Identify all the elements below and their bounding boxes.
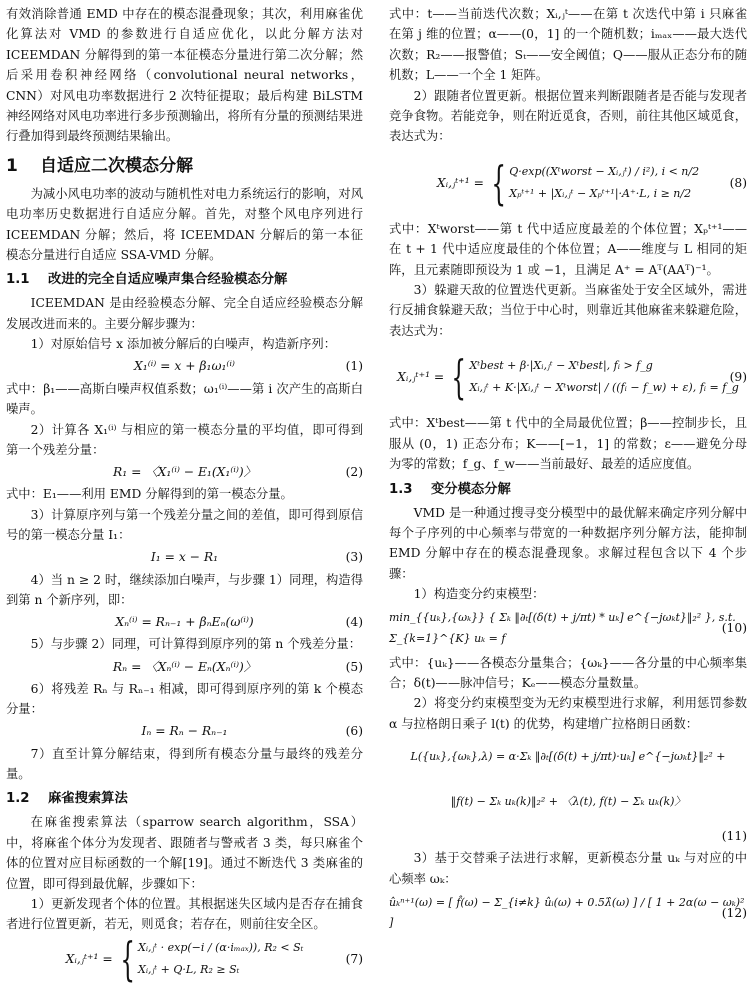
equation-body: min_{{uₖ},{ωₖ}} { Σₖ ‖∂ₜ[(δ(t) + j/πt) * uₖ] e^{−jωₖt}‖₂² }, s.t. Σ_{k=1}^{K} uₖ = f xyxy=(389,611,736,645)
section-1-3-heading xyxy=(389,479,747,501)
equation-body: R₁ = 〈X₁⁽ⁱ⁾ − E₁(X₁⁽ⁱ⁾)〉 xyxy=(113,465,256,480)
equation-body: Rₙ = 〈Xₙ⁽ⁱ⁾ − Eₙ(Xₙ⁽ⁱ⁾)〉 xyxy=(112,659,257,674)
step-6: 6）将残差 Rₙ 与 Rₙ₋₁ 相减，即可得到原序列的第 k 个模态分量： xyxy=(6,681,363,717)
equation-1 xyxy=(6,356,363,378)
step-3: 3）计算原序列与第一个残差分量之间的差值，即可得到原信号的第一模态分量 I₁： xyxy=(6,507,363,543)
section-1-2-heading xyxy=(6,788,363,810)
equation-9 xyxy=(389,342,747,412)
section-number: 1 xyxy=(6,155,18,176)
equation-9-note: 式中：Xᵗbest——第 t 代中的全局最优位置；β——控制步长，且服从 (0，1) 正态分布；K——[−1，1] 的常数；ε——避免分母为零的常数；f_g、f_w——当前最好、最差的适应度值。 xyxy=(389,416,747,472)
equation-10-note: 式中：{uₖ}——各模态分量集合；{ωₖ}——各分量的中心频率集合；δ(t)——脉冲信号；Kₑ——模态分量数量。 xyxy=(389,655,747,690)
section-title: 麻雀搜索算法 xyxy=(48,791,128,807)
equation-5 xyxy=(6,656,363,678)
section-1-paragraph: 为减小风电功率的波动与随机性对电力系统运行的影响，对风电功率历史数据进行自适应分解。首先，对整个风电序列进行 ICEEMDAN 分解；然后，将 ICEEMDAN 分解后的第一本征模态分量进行自适应 SSA-VMD 分解。 xyxy=(6,186,363,263)
step-1: 1）对原始信号 x 添加被分解后的白噪声，构造新序列： xyxy=(30,337,336,352)
case-1: Xᵗbest + β·|Xᵢ,ⱼᵗ − Xᵗbest|, fᵢ > f_g xyxy=(469,359,653,373)
equation-number: (6) xyxy=(345,724,363,739)
equation-10 xyxy=(389,606,747,652)
section-title: 自适应二次模态分解 xyxy=(40,155,193,176)
section-number: 1.2 xyxy=(6,791,30,807)
ssa-step-2: 2）跟随者位置更新。根据位置来判断跟随者是否能与发现者竞争食物。若能竞争，则在附近觅食，否则，前往其他区域觅食，表达式为： xyxy=(389,88,747,144)
left-brace: { xyxy=(120,931,135,986)
piecewise-expression xyxy=(397,350,739,405)
equation-number: (10) xyxy=(721,621,747,636)
equation-body: I₁ = x − R₁ xyxy=(150,550,219,565)
equation-number: (1) xyxy=(345,359,363,374)
vmd-paragraph: VMD 是一种通过搜寻变分模型中的最优解来确定序列分解中每个子序列的中心频率与带宽的一种数据序列分解方法，能抑制 EMD 分解中存在的模态混叠现象。求解过程包含以下 4 个步骤： xyxy=(389,505,747,581)
case-2: Xᵢ,ⱼᵗ + Q·L, R₂ ≥ Sₜ xyxy=(137,962,240,976)
equation-2 xyxy=(6,461,363,483)
equation-6 xyxy=(6,721,363,743)
equation-number: (7) xyxy=(345,951,363,966)
intro-paragraph: 有效消除普通 EMD 中存在的模态混叠现象；其次，利用麻雀优化算法对 VMD 的参数进行自适应优化，以此分解方法对 ICEEMDAN 分解得到的第一本征模态分量进行第二次分解；然后采用卷积神经网络（convolutional neural networks，CNN）对风电功率数据进行 2 次特征提取；最后构建 BiLSTM 神经网络对风电功率进行多步预测输出，将所有分量的预测结果进行叠加得到最终预测结果输出。 xyxy=(6,7,363,144)
equation-lhs: Xᵢ,ⱼᵗ⁺¹ = xyxy=(436,175,484,190)
equation-body: X₁⁽ⁱ⁾ = x + β₁ω₁⁽ⁱ⁾ xyxy=(134,359,235,374)
step-5: 5）与步骤 2）同理，可计算得到原序列的第 n 个残差分量： xyxy=(30,637,362,652)
ssa-step-3: 3）躲避天敌的位置迭代更新。当麻雀处于安全区域外，需进行反捕食躲避天敌；当位于中心时，则靠近其他麻雀来躲避危险，表达式为： xyxy=(389,283,747,338)
equation-cases xyxy=(138,937,303,981)
piecewise-expression xyxy=(65,931,304,986)
equation-body: L({uₖ},{ωₖ},λ) = α·Σₖ ‖∂ₜ[(δ(t) + j/πt)·uₖ] e^{−jωₖt}‖₂² + xyxy=(410,749,726,763)
equation-1-note: 式中：β₁——高斯白噪声权值系数；ω₁⁽ⁱ⁾——第 i 次产生的高斯白噪声。 xyxy=(6,381,363,417)
right-column xyxy=(389,4,747,937)
equation-11-line-1 xyxy=(389,735,747,779)
ssa-paragraph: 在麻雀搜索算法（sparrow search algorithm，SSA）中，将麻雀个体分为发现者、跟随者与警戒者 3 类，每只麻雀个体的位置对应目标函数的一个解[19]。通过不断迭代 3 类麻雀的位置，即可得到最优解，步骤如下： xyxy=(6,815,363,891)
equation-number: (11) xyxy=(721,828,747,843)
step-2: 2）计算各 X₁⁽ⁱ⁾ 与相应的第一模态分量的平均值，即可得到第一个残差分量： xyxy=(6,422,363,457)
equation-8 xyxy=(389,148,747,218)
equation-number: (3) xyxy=(345,550,363,565)
equation-number: (8) xyxy=(729,175,747,190)
left-brace: { xyxy=(451,350,467,405)
equation-number: (12) xyxy=(721,905,747,920)
section-number: 1.3 xyxy=(389,481,413,497)
equation-cases xyxy=(470,355,739,399)
case-1: Q·exp((Xᵗworst − Xᵢ,ⱼᵗ) / i²), i < n/2 xyxy=(509,164,700,178)
equation-cases xyxy=(509,161,699,205)
equation-number: (2) xyxy=(345,465,363,480)
step-7: 7）直至计算分解结束，得到所有模态分量与最终的残差分量。 xyxy=(6,746,363,781)
piecewise-expression xyxy=(436,155,700,210)
left-column xyxy=(6,4,363,986)
vmd-step-3: 3）基于交替乘子法进行求解，更新模态分量 uₖ 与对应的中心频率 ωₖ： xyxy=(389,851,747,886)
equation-7-note: 式中：t——当前迭代次数；Xᵢ,ⱼᵗ——在第 t 次迭代中第 i 只麻雀在第 j 维的位置；α——(0，1] 的一个随机数；iₘₐₓ——最大迭代次数；R₂——报警值；Sₜ——安全阈值；Q——服从正态分布的随机数；L——一个全 1 矩阵。 xyxy=(389,7,747,83)
step-4: 4）当 n ≥ 2 时，继续添加白噪声，与步骤 1）同理，构造得到第 n 个新序列，即： xyxy=(6,572,363,607)
equation-body: ‖f(t) − Σₖ uₖ(k)‖₂² + 〈λ(t), f(t) − Σₖ uₖ(k)〉 xyxy=(450,794,686,808)
equation-number: (4) xyxy=(345,615,363,630)
equation-lhs: Xᵢ,ⱼᵗ⁺¹ = xyxy=(65,951,113,966)
equation-body: Iₙ = Rₙ − Rₙ₋₁ xyxy=(141,724,228,739)
equation-2-note: 式中：E₁——利用 EMD 分解得到的第一模态分量。 xyxy=(6,487,293,502)
iceemdan-paragraph: ICEEMDAN 是由经验模态分解、完全自适应经验模态分解发展改进而来的。主要分解步骤为： xyxy=(6,296,363,331)
section-title: 改进的完全自适应噪声集合经验模态分解 xyxy=(48,272,288,288)
equation-number: (9) xyxy=(729,370,747,385)
vmd-step-2: 2）将变分约束模型变为无约束模型进行求解，利用惩罚参数 α 与拉格朗日乘子 l(t) 的优势，构建增广拉格朗日函数： xyxy=(389,696,747,731)
case-2: Xᵢ,ⱼᵗ + K·|Xᵢ,ⱼᵗ − Xᵗworst| / ((fᵢ − f_w) + ε), fᵢ = f_g xyxy=(469,381,739,395)
section-title: 变分模态分解 xyxy=(431,481,511,497)
equation-8-note: 式中：Xᵗworst——第 t 代中适应度最差的个体位置；Xₚᵗ⁺¹——在 t + 1 代中适应度最佳的个体位置；A——维度与 L 相同的矩阵，且元素随即预设为 1 或 −1，且满足 A⁺ = Aᵀ(AAᵀ)⁻¹。 xyxy=(389,221,747,277)
equation-12 xyxy=(389,890,747,936)
equation-7 xyxy=(6,931,363,986)
case-2: Xₚᵗ⁺¹ + |Xᵢ,ⱼᵗ − Xₚᵗ⁺¹|·A⁺·L, i ≥ n/2 xyxy=(509,186,692,200)
left-brace: { xyxy=(491,155,506,210)
section-1-1-heading xyxy=(6,269,363,291)
equation-3 xyxy=(6,547,363,569)
vmd-step-1: 1）构造变分约束模型： xyxy=(413,587,545,602)
equation-number: (5) xyxy=(345,659,363,674)
section-1-heading xyxy=(6,154,363,178)
equation-4 xyxy=(6,611,363,633)
equation-lhs: Xᵢ,ⱼᵗ⁺¹ = xyxy=(397,370,445,385)
equation-11-line-2 xyxy=(389,780,747,824)
equation-body: Xₙ⁽ⁱ⁾ = Rₙ₋₁ + βₙEₙ(ω⁽ⁱ⁾) xyxy=(115,615,254,630)
ssa-step-1: 1）更新发现者个体的位置。其根据迷失区域内是否存在捕食者进行位置更新，若无，则觅食；若存在，则前往安全区。 xyxy=(6,897,363,932)
equation-11-number-row xyxy=(389,825,747,847)
equation-body: ûₖⁿ⁺¹(ω) = [ f̂(ω) − Σ_{i≠k} ûᵢ(ω) + 0.5λ̂(ω) ] / [ 1 + 2α(ω − ωₖ)² ] xyxy=(389,895,745,929)
case-1: Xᵢ,ⱼᵗ · exp(−i / (α·iₘₐₓ)), R₂ < Sₜ xyxy=(137,940,304,954)
section-number: 1.1 xyxy=(6,272,30,288)
